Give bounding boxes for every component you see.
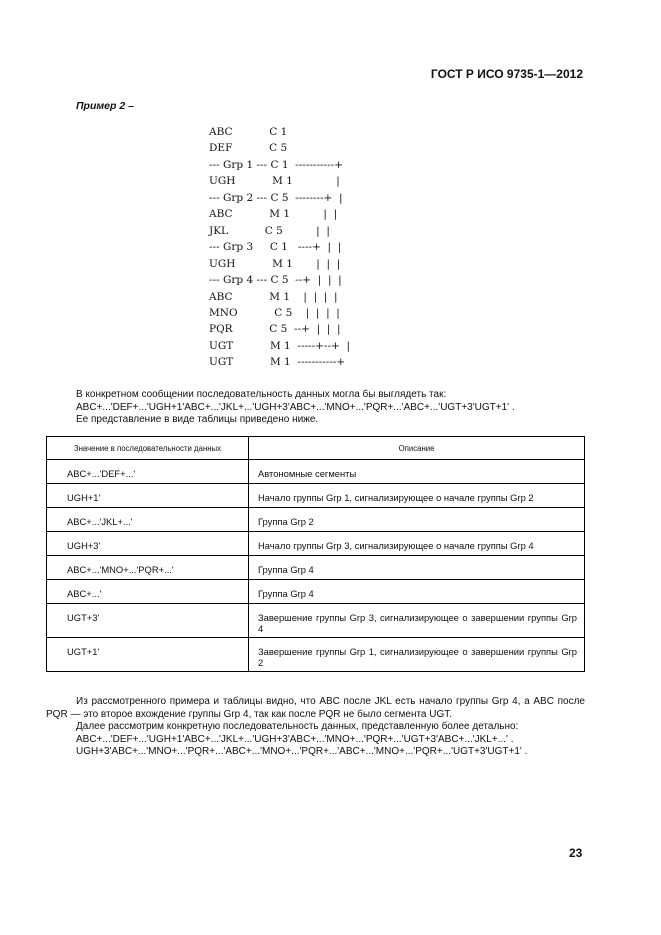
listing-line: --- Grp 2 --- C 5 --------+ | [209,191,343,204]
table-cell-description: Начало группы Grp 3, сигнализирующее о начале группы Grp 4 [249,532,585,556]
intro-sequence: ABC+...'DEF+...'UGH+1'ABC+...'JKL+...'UGH+3'ABC+...'MNO+...'PQR+...'ABC+...'UGT+3'UGT+1' . [76,401,515,413]
table-cell-value: ABC+...'DEF+...' [47,460,249,484]
listing-line: JKL C 5 | | [209,224,330,237]
listing-line: UGT M 1 -----------+ [209,356,346,369]
conclusion-paragraph: Далее рассмотрим конкретную последовательность данных, представленную более детально: [76,721,519,732]
conclusion-section [46,696,585,759]
page-number: 23 [569,846,583,860]
table-row [47,580,585,604]
document-header: ГОСТ Р ИСО 9735-1—2012 [430,67,583,81]
listing-line: --- Grp 4 --- C 5 --+ | | | [209,274,342,287]
table-header-description: Описание [249,437,585,460]
listing-line: UGH M 1 | [209,175,340,188]
listing-line: ABC M 1 | | | | [209,290,338,303]
segment-listing [209,124,350,371]
example-title: Пример 2 – [76,100,134,112]
listing-line: --- Grp 1 --- C 1 -----------+ [209,158,343,171]
listing-line: MNO C 5 | | | | [209,306,340,319]
table-cell-description: Группа Grp 4 [249,580,585,604]
intro-line: Ее представление в виде таблицы приведено ниже. [76,414,319,425]
table-cell-value: UGT+3' [47,604,249,638]
table-cell-value: UGH+1' [47,484,249,508]
intro-paragraph [76,389,515,427]
conclusion-paragraph: Из рассмотренного примера и таблицы видно, что ABC после JKL есть начало группы Grp 4, а ABC после PQR — это второе вхождение группы Grp 4, так как после PQR не было сегмента UGT. [46,696,585,720]
table-cell-description: Группа Grp 4 [249,556,585,580]
table-cell-description: Автономные сегменты [249,460,585,484]
table-cell-description: Завершение группы Grp 3, сигнализирующее о завершении группы Grp 4 [249,604,585,638]
intro-line: В конкретном сообщении последовательность данных могла бы выглядеть так: [76,389,447,400]
listing-line: DEF C 5 [209,142,288,155]
table-row [47,556,585,580]
table-row [47,508,585,532]
table-row [47,484,585,508]
listing-line: ABC C 1 [209,126,288,138]
listing-line: UGH M 1 | | | [209,257,341,270]
table-row [47,638,585,672]
table-cell-description: Начало группы Grp 1, сигнализирующее о начале группы Grp 2 [249,484,585,508]
table-row [47,604,585,638]
listing-line: UGT M 1 -----+--+ | [209,339,351,352]
detailed-sequence: UGH+3'ABC+...'MNO+...'PQR+...'ABC+...'MNO+...'PQR+...'ABC+...'MNO+...'PQR+...'UGT+3'UGT+1' . [76,746,528,757]
table-cell-value: ABC+...'JKL+...' [47,508,249,532]
table-row [47,460,585,484]
table-cell-value: ABC+...' [47,580,249,604]
table-cell-value: UGH+3' [47,532,249,556]
listing-line: --- Grp 3 C 1 ----+ | | [209,241,342,254]
table-cell-description: Группа Grp 2 [249,508,585,532]
table-cell-value: ABC+...'MNO+...'PQR+...' [47,556,249,580]
sequence-table [46,436,585,672]
table-header-row [47,437,585,460]
listing-line: PQR C 5 --+ | | | [209,323,341,336]
listing-line: ABC M 1 | | [209,208,338,221]
table-header-value: Значение в последовательности данных [47,437,249,460]
table-row [47,532,585,556]
table-cell-value: UGT+1' [47,638,249,672]
detailed-sequence: ABC+...'DEF+...'UGH+1'ABC+...'JKL+...'UGH+3'ABC+...'MNO+...'PQR+...'UGT+3'ABC+...'JKL+...' . [76,733,514,745]
table-cell-description: Завершение группы Grp 1, сигнализирующее о завершении группы Grp 2 [249,638,585,672]
